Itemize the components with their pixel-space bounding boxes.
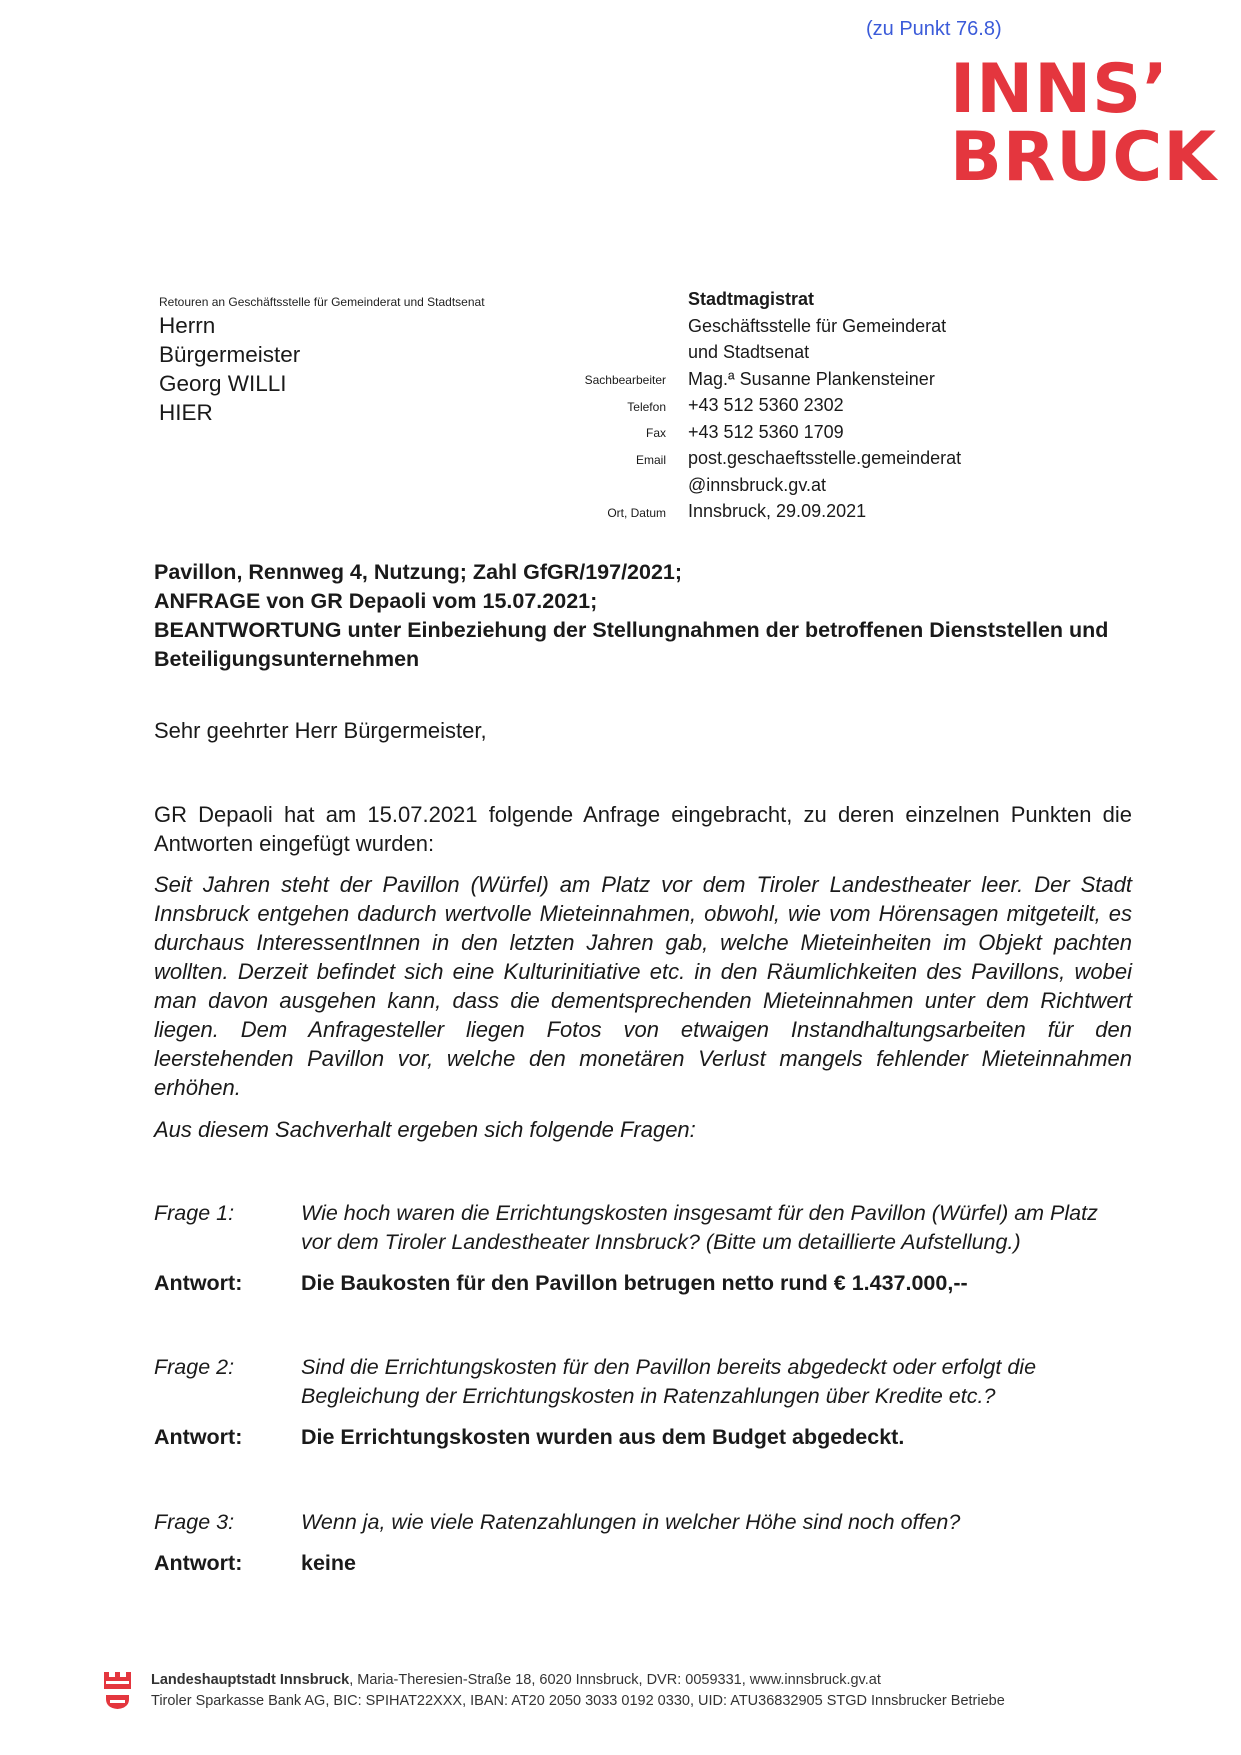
recipient-address [159,311,300,427]
sender-email: @innsbruck.gv.at [688,474,826,495]
question-label: Frage 3: [154,1510,235,1534]
recipient-line: Bürgermeister [159,342,301,367]
recipient-line: Herrn [159,313,216,338]
subject-line: ANFRAGE von GR Depaoli vom 15.07.2021; [154,589,598,613]
sender-place-date: Innsbruck, 29.09.2021 [688,501,867,521]
answer-text: keine [301,1551,356,1575]
salutation: Sehr geehrter Herr Bürgermeister, [154,718,487,743]
answer-label: Antwort: [154,1425,243,1449]
subject [154,558,1144,674]
label-email: Email [635,453,666,467]
sender-org: Stadtmagistrat [688,289,815,309]
answer-text: Die Baukosten für den Pavillon betrugen netto rund € 1.437.000,-- [301,1271,968,1295]
sender-fax: +43 512 5360 1709 [688,421,844,442]
sender-block [688,286,961,525]
label-place-date: Ort, Datum [607,506,666,520]
question-text: Wie hoch waren die Errichtungskosten insgesamt für den Pavillon (Würfel) am Platz vor dem Tiroler Landestheater Innsbruck? (Bitte um detaillierte Aufstellung.) [301,1201,1098,1254]
question-answer-1 [154,1199,1132,1298]
footer [104,1670,1204,1712]
question-answer-2 [154,1353,1132,1452]
intro-paragraph: GR Depaoli hat am 15.07.2021 folgende Anfrage eingebracht, zu deren einzelnen Punkten die Antworten eingefügt wurden: [154,802,1132,856]
inquiry-lead: Aus diesem Sachverhalt ergeben sich folgende Fragen: [154,1117,696,1142]
recipient-line: Georg WILLI [159,371,287,396]
question-label: Frage 2: [154,1355,235,1379]
sender-email: post.geschaeftsstelle.gemeinderat [688,448,962,468]
label-fax: Fax [645,426,666,440]
innsbruck-logo [950,50,1218,197]
recipient-line: HIER [159,400,213,425]
subject-line: Pavillon, Rennweg 4, Nutzung; Zahl GfGR/197/2021; [154,560,683,584]
question-text: Sind die Errichtungskosten für den Pavillon bereits abgedeckt oder erfolgt die Begleichung der Errichtungskosten in Ratenzahlungen über Kredite etc.? [301,1355,1037,1408]
city-emblem-icon [104,1693,131,1710]
label-phone: Telefon [627,400,666,414]
logo-line-2: BRUCK [950,118,1218,197]
city-flag-icon [104,1672,131,1689]
footer-bank: Tiroler Sparkasse Bank AG, BIC: SPIHAT22XXX, IBAN: AT20 2050 3033 0192 0330, UID: ATU36832905 STGD Innsbrucker Betriebe [151,1693,1005,1709]
answer-label: Antwort: [154,1271,243,1295]
reference-note: (zu Punkt 76.8) [866,18,1002,40]
footer-address: , Maria-Theresien-Straße 18, 6020 Innsbruck, DVR: 0059331, www.innsbruck.gv.at [349,1672,881,1688]
inquiry-quote: Seit Jahren steht der Pavillon (Würfel) am Platz vor dem Tiroler Landestheater leer. Der Stadt Innsbruck entgehen dadurch wertvolle Mieteinnahmen, obwohl, wie vom Hörensagen mitgeteilt, es durchaus InteressentInnen in den letzten Jahren gab, welche Mieteinheiten im Objekt pachten wollten. Derzeit befindet sich eine Kulturinitiative etc. in den Räumlichkeiten des Pavillons, wobei man davon ausgehen kann, dass die dementsprechenden Mieteinnahmen unter dem Richtwert liegen. Dem Anfragesteller liegen Fotos von etwaigen Instandhaltungsarbeiten für den leerstehenden Pavillon vor, welche den monetären Verlust mangels fehlender Mieteinnahmen erhöhen. [154,872,1132,1100]
sender-phone: +43 512 5360 2302 [688,395,844,415]
label-clerk: Sachbearbeiter [584,373,666,387]
question-label: Frage 1: [154,1201,235,1225]
answer-label: Antwort: [154,1551,243,1575]
logo-line-1: INNS’ [950,50,1169,129]
subject-line: BEANTWORTUNG unter Einbeziehung der Stellungnahmen der betroffenen Dienststellen und Beteiligungsunternehmen [154,618,1109,671]
sender-dept: und Stadtsenat [688,342,810,362]
sender-clerk: Mag.ª Susanne Plankensteiner [688,368,935,389]
sender-dept: Geschäftsstelle für Gemeinderat [688,315,947,336]
question-answer-3 [154,1508,1132,1578]
answer-text: Die Errichtungskosten wurden aus dem Budget abgedeckt. [301,1425,905,1449]
question-text: Wenn ja, wie viele Ratenzahlungen in welcher Höhe sind noch offen? [301,1510,961,1534]
footer-org: Landeshauptstadt Innsbruck [151,1672,350,1688]
return-address-line: Retouren an Geschäftsstelle für Gemeinderat und Stadtsenat [159,295,485,309]
